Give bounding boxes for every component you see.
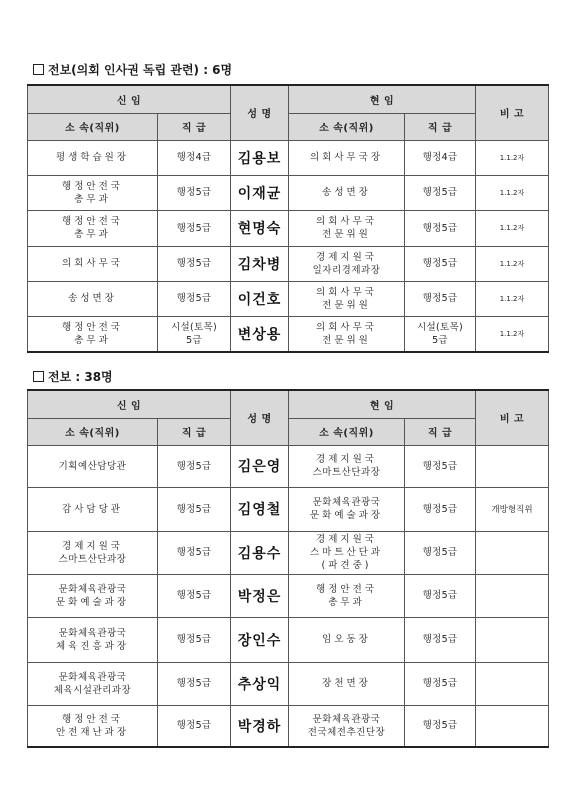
- cell-line: 감사담당관: [62, 503, 123, 515]
- new-affiliation-cell: [28, 705, 158, 747]
- current-affiliation-cell: [289, 316, 405, 352]
- new-affiliation-cell: [28, 445, 158, 487]
- current-affiliation-cell: [289, 574, 405, 617]
- cell-line: 의회사무국: [62, 258, 123, 269]
- person-name-cell: 추상익: [231, 662, 289, 705]
- remark-cell: 1.1.2자: [476, 140, 549, 175]
- section1-title-text: 전보(의회 인사권 독립 관련) : 6명: [48, 63, 233, 77]
- remark-cell: [476, 574, 549, 617]
- cell-line: 경제지원국: [316, 454, 377, 465]
- current-affiliation-cell: [289, 487, 405, 531]
- cell-line: 의회사무국장: [309, 152, 384, 163]
- remark-cell: [476, 662, 549, 705]
- new-affiliation-cell: [28, 316, 158, 352]
- cell-line: 스마트산단과장: [58, 553, 127, 565]
- new-grade-cell: [158, 662, 231, 705]
- cell-line: 행정5급: [176, 258, 212, 269]
- header-remark: 비 고: [476, 390, 549, 445]
- cell-line: 5급: [186, 334, 202, 346]
- current-grade-cell: [405, 617, 476, 662]
- current-affiliation-cell: [289, 445, 405, 487]
- cell-line: 의회사무국: [316, 216, 377, 227]
- header-new-affiliation: 소 속(직위): [28, 113, 158, 140]
- new-grade-cell: [158, 281, 231, 316]
- cell-line: 행정5급: [176, 293, 212, 304]
- cell-line: 행정안전국: [316, 583, 377, 595]
- cell-line: 시설(토목): [171, 321, 217, 333]
- table-row: [28, 662, 549, 705]
- header-current-grade: 직 급: [405, 113, 476, 140]
- current-grade-cell: [405, 574, 476, 617]
- table-row: [28, 316, 549, 352]
- cell-line: 전문위원: [322, 229, 371, 240]
- cell-line: 행정5급: [422, 187, 458, 198]
- cell-line: 행정5급: [422, 547, 458, 558]
- cell-line: 행정5급: [422, 503, 458, 515]
- person-name-cell: 박경하: [231, 705, 289, 747]
- new-grade-cell: [158, 445, 231, 487]
- cell-line: 의회사무국: [316, 286, 377, 298]
- cell-line: 5급: [432, 334, 448, 346]
- cell-line: 행정5급: [422, 720, 458, 732]
- table-row: [28, 281, 549, 316]
- remark-cell: [476, 531, 549, 574]
- person-name-cell: 이재균: [231, 175, 289, 210]
- remark-cell: 1.1.2자: [476, 175, 549, 210]
- new-affiliation-cell: [28, 175, 158, 210]
- new-grade-cell: [158, 210, 231, 246]
- remark-cell: 개방형직위: [476, 487, 549, 531]
- person-name-cell: 김차병: [231, 246, 289, 281]
- person-name-cell: 현명숙: [231, 210, 289, 246]
- cell-line: 스마트산단과장: [312, 467, 381, 478]
- cell-line: 의회사무국: [316, 321, 377, 333]
- section1-title: [33, 61, 232, 78]
- cell-line: 행정안전국: [62, 321, 123, 333]
- cell-line: 체육진흥과장: [55, 640, 130, 652]
- current-grade-cell: [405, 281, 476, 316]
- person-name-cell: 김용보: [231, 140, 289, 175]
- new-affiliation-cell: [28, 531, 158, 574]
- current-affiliation-cell: [289, 175, 405, 210]
- current-grade-cell: [405, 487, 476, 531]
- current-affiliation-cell: [289, 531, 405, 574]
- header-current: 현 임: [289, 390, 476, 418]
- current-grade-cell: [405, 662, 476, 705]
- header-current-affiliation: 소 속(직위): [289, 113, 405, 140]
- cell-line: 임오동장: [322, 634, 371, 645]
- cell-line: 행정5급: [176, 678, 212, 689]
- cell-line: 시설(토목): [417, 321, 463, 333]
- cell-line: 경제지원국: [62, 540, 123, 552]
- current-grade-cell: [405, 246, 476, 281]
- cell-line: 평생학습원장: [55, 152, 130, 163]
- person-name-cell: 김용수: [231, 531, 289, 574]
- new-grade-cell: [158, 705, 231, 747]
- cell-line: 행정5급: [422, 293, 458, 304]
- remark-cell: 1.1.2자: [476, 246, 549, 281]
- remark-cell: 1.1.2자: [476, 210, 549, 246]
- cell-line: 문화예술과장: [309, 510, 384, 521]
- cell-line: 체육시설관리과장: [53, 684, 132, 696]
- cell-line: 행정5급: [176, 460, 212, 472]
- cell-line: 문화체육관광국: [58, 671, 127, 683]
- current-affiliation-cell: [289, 246, 405, 281]
- remark-cell: 1.1.2자: [476, 281, 549, 316]
- cell-line: 행정안전국: [62, 216, 123, 227]
- cell-line: 총무과: [328, 596, 365, 608]
- header-new-grade: 직 급: [158, 113, 231, 140]
- header-new: 신 임: [28, 85, 231, 113]
- remark-cell: [476, 705, 549, 747]
- new-affiliation-cell: [28, 246, 158, 281]
- cell-line: (파견중): [321, 560, 372, 571]
- header-current-grade: 직 급: [405, 418, 476, 445]
- cell-line: 행정5급: [176, 634, 212, 645]
- cell-line: 문화체육관광국: [58, 583, 127, 595]
- cell-line: 행정안전국: [62, 180, 123, 192]
- table-row: [28, 705, 549, 747]
- person-name-cell: 이건호: [231, 281, 289, 316]
- cell-line: 행정5급: [422, 634, 458, 645]
- section2-title: [33, 368, 113, 385]
- header-new-grade: 직 급: [158, 418, 231, 445]
- section2-table: [27, 389, 549, 748]
- cell-line: 경제지원국: [316, 534, 377, 545]
- current-grade-cell: [405, 140, 476, 175]
- cell-line: 전문위원: [322, 334, 371, 346]
- person-name-cell: 변상용: [231, 316, 289, 352]
- current-grade-cell: [405, 705, 476, 747]
- cell-line: 행정5급: [422, 258, 458, 269]
- header-current-affiliation: 소 속(직위): [289, 418, 405, 445]
- cell-line: 송성면장: [68, 293, 117, 304]
- new-grade-cell: [158, 617, 231, 662]
- table-row: [28, 531, 549, 574]
- header-new: 신 임: [28, 390, 231, 418]
- cell-line: 총무과: [74, 193, 111, 205]
- cell-line: 경제지원국: [316, 251, 377, 263]
- new-grade-cell: [158, 316, 231, 352]
- new-affiliation-cell: [28, 574, 158, 617]
- current-grade-cell: [405, 445, 476, 487]
- new-affiliation-cell: [28, 487, 158, 531]
- new-affiliation-cell: [28, 140, 158, 175]
- current-affiliation-cell: [289, 662, 405, 705]
- cell-line: 행정5급: [176, 547, 212, 558]
- remark-cell: 1.1.2자: [476, 316, 549, 352]
- remark-cell: [476, 445, 549, 487]
- header-new-affiliation: 소 속(직위): [28, 418, 158, 445]
- cell-line: 안전재난과장: [55, 726, 130, 738]
- header-current: 현 임: [289, 85, 476, 113]
- header-name: 성 명: [231, 85, 289, 140]
- new-grade-cell: [158, 487, 231, 531]
- header-remark: 비 고: [476, 85, 549, 140]
- cell-line: 행정5급: [422, 222, 458, 234]
- checkbox-square-icon: [33, 371, 44, 382]
- cell-line: 행정5급: [176, 720, 212, 732]
- current-affiliation-cell: [289, 140, 405, 175]
- new-grade-cell: [158, 246, 231, 281]
- table-row: [28, 445, 549, 487]
- current-grade-cell: [405, 210, 476, 246]
- cell-line: 장천면장: [322, 678, 371, 689]
- cell-line: 전문위원: [322, 299, 371, 311]
- cell-line: 행정5급: [422, 678, 458, 689]
- table-row: [28, 140, 549, 175]
- person-name-cell: 장인수: [231, 617, 289, 662]
- table-row: [28, 574, 549, 617]
- cell-line: 행정안전국: [62, 713, 123, 725]
- table-row: [28, 246, 549, 281]
- current-grade-cell: [405, 316, 476, 352]
- remark-cell: [476, 617, 549, 662]
- table-row: [28, 617, 549, 662]
- new-affiliation-cell: [28, 281, 158, 316]
- current-affiliation-cell: [289, 281, 405, 316]
- table-row: [28, 210, 549, 246]
- new-grade-cell: [158, 175, 231, 210]
- cell-line: 문화체육관광국: [312, 713, 381, 725]
- current-grade-cell: [405, 531, 476, 574]
- new-grade-cell: [158, 140, 231, 175]
- current-affiliation-cell: [289, 210, 405, 246]
- cell-line: 행정4급: [422, 152, 458, 163]
- table-row: [28, 175, 549, 210]
- new-affiliation-cell: [28, 210, 158, 246]
- cell-line: 총무과: [74, 229, 111, 240]
- new-grade-cell: [158, 531, 231, 574]
- new-affiliation-cell: [28, 617, 158, 662]
- cell-line: 행정5급: [422, 590, 458, 601]
- new-affiliation-cell: [28, 662, 158, 705]
- cell-line: 문화예술과장: [55, 596, 130, 608]
- cell-line: 일자리경제과장: [312, 264, 381, 276]
- cell-line: 문화체육관광국: [58, 627, 127, 639]
- person-name-cell: 김은영: [231, 445, 289, 487]
- cell-line: 행정5급: [176, 503, 212, 515]
- cell-line: 문화체육관광국: [312, 497, 381, 508]
- new-grade-cell: [158, 574, 231, 617]
- cell-line: 행정5급: [176, 187, 212, 198]
- current-affiliation-cell: [289, 617, 405, 662]
- cell-line: 행정5급: [422, 460, 458, 472]
- current-grade-cell: [405, 175, 476, 210]
- cell-line: 행정4급: [176, 152, 212, 163]
- cell-line: 행정5급: [176, 590, 212, 601]
- cell-line: 행정5급: [176, 222, 212, 234]
- section2-title-text: 전보 : 38명: [48, 370, 113, 384]
- cell-line: 총무과: [74, 334, 111, 346]
- cell-line: 스마트산단과: [309, 547, 384, 558]
- checkbox-square-icon: [33, 64, 44, 75]
- person-name-cell: 김영철: [231, 487, 289, 531]
- cell-line: 전국체전추진단장: [307, 726, 386, 738]
- cell-line: 기획예산담당관: [58, 460, 127, 472]
- section1-table: [27, 84, 549, 353]
- header-name: 성 명: [231, 390, 289, 445]
- cell-line: 송성면장: [322, 187, 371, 198]
- person-name-cell: 박정은: [231, 574, 289, 617]
- table-row: [28, 487, 549, 531]
- current-affiliation-cell: [289, 705, 405, 747]
